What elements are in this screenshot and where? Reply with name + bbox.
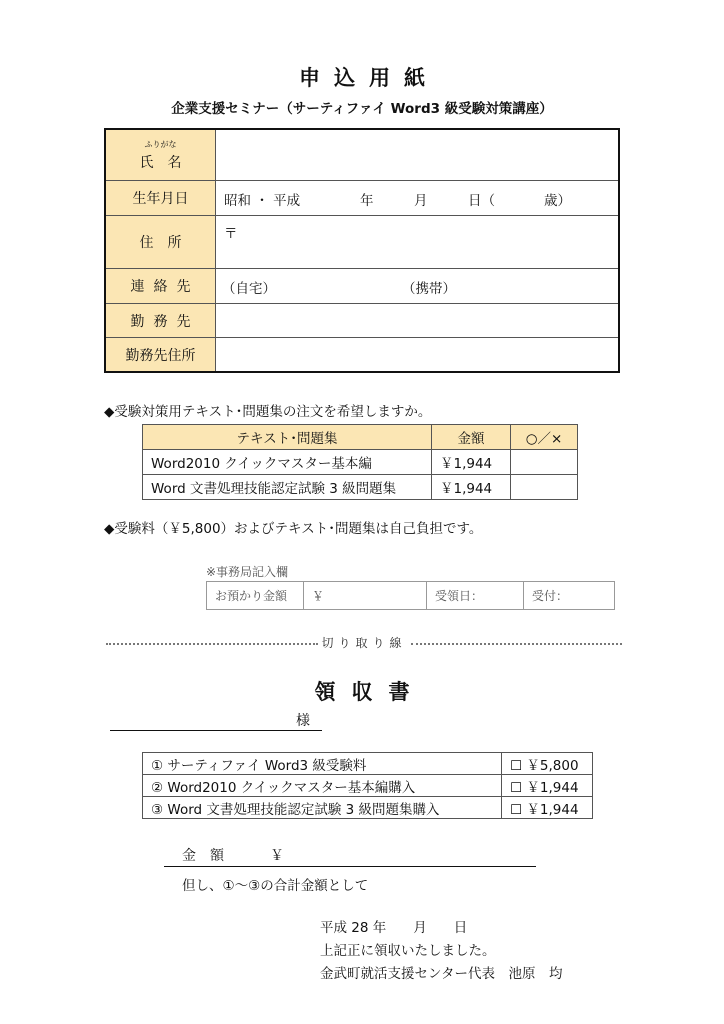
order-mark-field[interactable]	[511, 450, 578, 475]
order-price: ￥1,944	[432, 450, 511, 475]
birth-age-label: 歳）	[544, 193, 571, 209]
order-item: Word 文書処理技能認定試験 3 級問題集	[143, 475, 432, 500]
birth-era: 昭和 ・ 平成	[224, 193, 301, 209]
order-item: Word2010 クイックマスター基本編	[143, 450, 432, 475]
receipt-table	[142, 752, 593, 819]
page-subtitle: 企業支援セミナー（サーティファイ Word3 級受験対策講座）	[171, 101, 553, 117]
order-price: ￥1,944	[432, 475, 511, 500]
birth-field[interactable]	[216, 181, 618, 215]
table-row	[143, 753, 593, 775]
receipt-price-cell	[502, 797, 593, 819]
birth-day-label: 日（	[468, 193, 495, 209]
contact-label: 連絡先	[106, 269, 216, 303]
addressee-suffix: 様	[296, 713, 310, 729]
work-label: 勤務先	[106, 304, 216, 337]
table-row	[207, 582, 615, 610]
name-label-cell	[106, 130, 216, 180]
fee-note: ◆受験料（￥5,800）およびテキスト･問題集は自己負担です。	[104, 521, 483, 537]
receipt-date: 平成 28 年 月 日	[320, 920, 468, 936]
contact-field[interactable]	[216, 269, 618, 303]
dotted-line-left	[106, 643, 318, 645]
receipt-statement: 上記正に領収いたしました。	[320, 943, 496, 959]
work-field[interactable]	[216, 304, 618, 337]
birth-year-label: 年	[360, 193, 374, 209]
order-header-item: テキスト･問題集	[143, 425, 432, 450]
birth-month-label: 月	[414, 193, 428, 209]
order-header-mark: ○／×	[511, 425, 578, 450]
table-row	[143, 775, 593, 797]
checkbox-icon[interactable]: ☐	[510, 757, 523, 774]
name-label: 氏名	[139, 154, 196, 171]
receipt-note: 但し、①～③の合計金額として	[182, 878, 369, 894]
receipt-price-cell	[502, 753, 593, 775]
receipt-item: ③ Word 文書処理技能認定試験 3 級問題集購入	[143, 797, 502, 819]
amount-label: 金 額	[182, 848, 224, 864]
birth-label: 生年月日	[106, 181, 216, 215]
contact-home-label: （自宅）	[222, 281, 276, 297]
amount-line	[164, 866, 536, 867]
address-row	[106, 216, 618, 269]
receipt-title: 領収書	[314, 680, 426, 704]
cut-line-label: 切り取り線	[321, 636, 407, 650]
receipt-issuer: 金武町就活支援センター代表 池原 均	[320, 966, 563, 982]
order-question: ◆受験対策用テキスト･問題集の注文を希望しますか。	[104, 404, 432, 420]
receipt-price: ￥1,944	[526, 779, 579, 796]
deposit-amount-field[interactable]: ￥	[304, 582, 427, 610]
receipt-price: ￥1,944	[526, 801, 579, 818]
birth-row	[106, 181, 618, 216]
office-use-table	[206, 581, 615, 610]
deposit-label: お預かり金額	[207, 582, 304, 610]
receipt-price: ￥5,800	[526, 757, 579, 774]
order-header-price: 金額	[432, 425, 511, 450]
name-row	[106, 130, 618, 181]
contact-mobile-label: （携帯）	[402, 281, 456, 297]
receptionist-field[interactable]: 受付：	[524, 582, 615, 610]
received-date-field[interactable]: 受領日：	[427, 582, 524, 610]
office-use-label: ※事務局記入欄	[206, 565, 289, 579]
application-form	[104, 128, 620, 373]
dotted-line-right	[411, 643, 623, 645]
amount-yen: ￥	[270, 848, 284, 864]
work-address-field[interactable]	[216, 338, 618, 371]
name-field[interactable]	[216, 130, 618, 180]
order-header-row	[143, 425, 578, 450]
contact-row	[106, 269, 618, 304]
work-address-label: 勤務先住所	[106, 338, 216, 371]
table-row	[143, 797, 593, 819]
cut-line	[106, 634, 622, 651]
address-label: 住所	[106, 216, 216, 268]
receipt-item: ② Word2010 クイックマスター基本編購入	[143, 775, 502, 797]
address-field[interactable]	[216, 216, 618, 268]
checkbox-icon[interactable]: ☐	[510, 779, 523, 796]
addressee-line	[110, 730, 322, 731]
furigana-label: ふりがな	[144, 139, 177, 149]
checkbox-icon[interactable]: ☐	[510, 801, 523, 818]
postal-mark: 〒	[224, 226, 238, 242]
table-row	[143, 475, 578, 500]
work-address-row	[106, 338, 618, 371]
order-mark-field[interactable]	[511, 475, 578, 500]
page-title: 申込用紙	[299, 66, 439, 90]
receipt-item: ① サーティファイ Word3 級受験料	[143, 753, 502, 775]
receipt-price-cell	[502, 775, 593, 797]
order-table	[142, 424, 578, 500]
work-row	[106, 304, 618, 338]
table-row	[143, 450, 578, 475]
